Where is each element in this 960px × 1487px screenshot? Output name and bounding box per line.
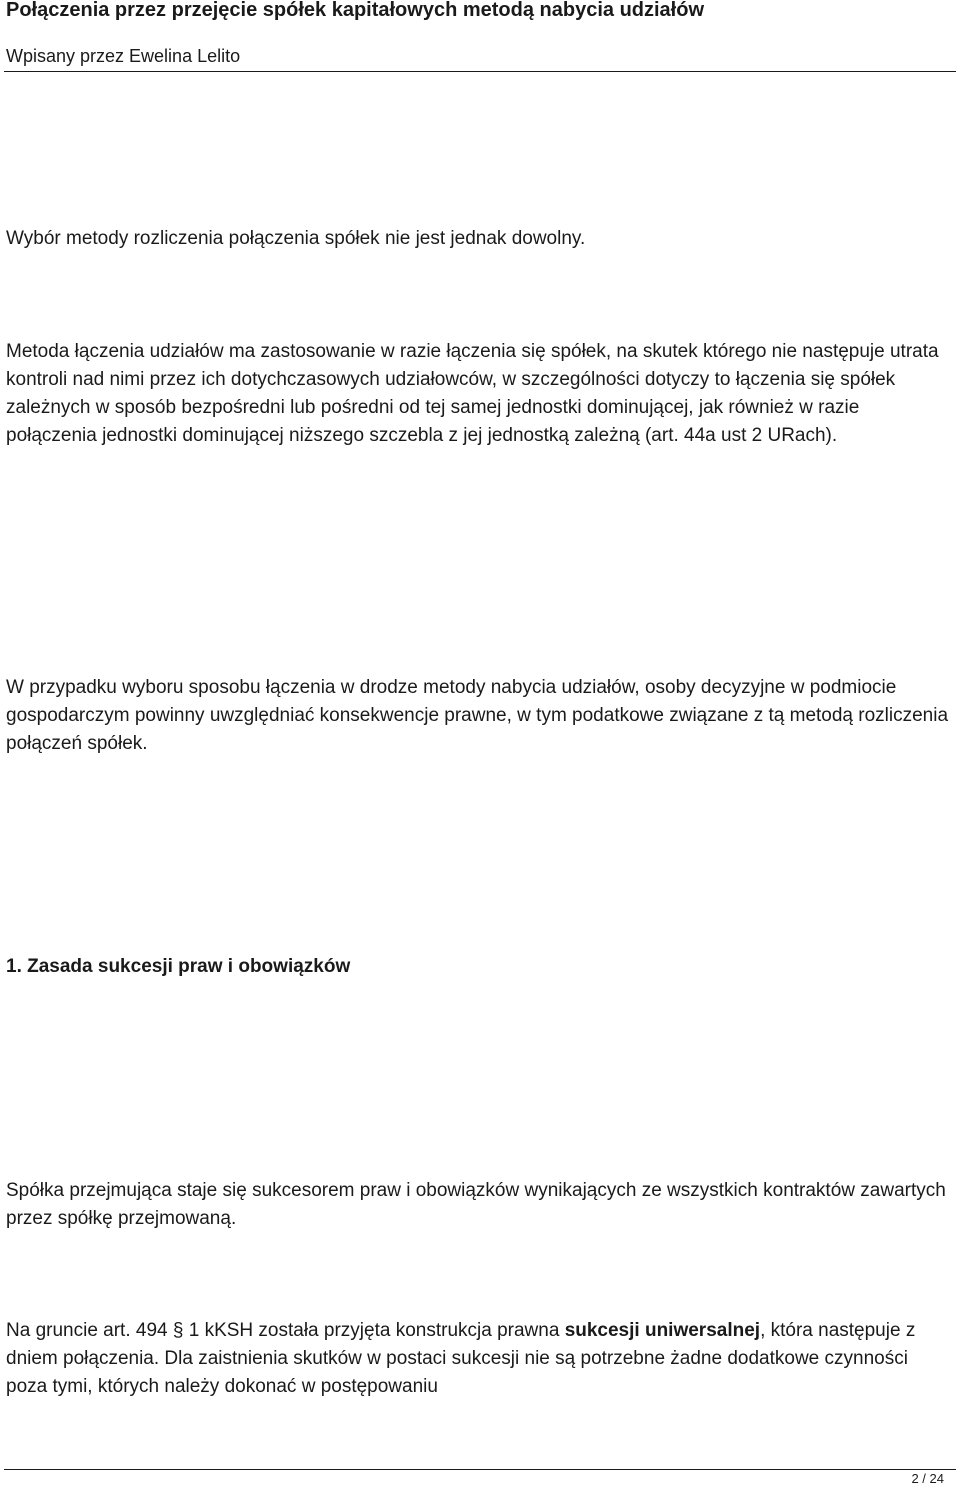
document-author: Wpisany przez Ewelina Lelito xyxy=(6,46,241,66)
paragraph-pooling-method: Metoda łączenia udziałów ma zastosowanie w razie łączenia się spółek, na skutek którego nie następuje utrata kontroli nad nimi przez ich dotychczasowych udziałowców, w szczególności dotyczy to łączenia się spółek zależnych w sposób bezpośredni lub pośredni od tej samej jednostki dominującej, jak również w razie połączenia jednostki dominującej niższego szczebla z jej jednostką zależną (art. 44a ust 2 URach). xyxy=(6,341,939,447)
section-heading: 1. Zasada sukcesji praw i obowiązków xyxy=(6,956,351,977)
p5-text-before: Na gruncie art. 494 xyxy=(6,1320,173,1341)
paragraph-universal-succession xyxy=(6,1317,951,1401)
p5-bold-term: sukcesji uniwersalnej xyxy=(564,1320,761,1341)
paragraph-succession: Spółka przejmująca staje się sukcesorem praw i obowiązków wynikających ze wszystkich kontraktów zawartych przez spółkę przejmowaną. xyxy=(6,1180,946,1230)
p5-text-after: , która następuje z dniem połączenia. Dla zaistnienia skutków w postaci sukcesji nie są potrzebne żadne dodatkowe czynności poza tymi, których należy dokonać w postępowaniu xyxy=(6,1320,916,1398)
header-divider xyxy=(4,71,956,72)
document-title: Połączenia przez przejęcie spółek kapitałowych metodą nabycia udziałów xyxy=(6,0,705,21)
paragraph-method-choice: Wybór metody rozliczenia połączenia spółek nie jest jednak dowolny. xyxy=(6,228,586,249)
p5-text-middle: 1 kKSH została przyjęta konstrukcja prawna xyxy=(183,1320,565,1341)
page-number: 2 / 24 xyxy=(911,1471,944,1486)
footer-divider xyxy=(4,1469,956,1470)
section-sign-icon: § xyxy=(172,1320,184,1341)
paragraph-acquisition-method: W przypadku wyboru sposobu łączenia w drodze metody nabycia udziałów, osoby decyzyjne w podmiocie gospodarczym powinny uwzględniać konsekwencje prawne, w tym podatkowe związane z tą metodą rozliczenia połączeń spółek. xyxy=(6,677,949,755)
